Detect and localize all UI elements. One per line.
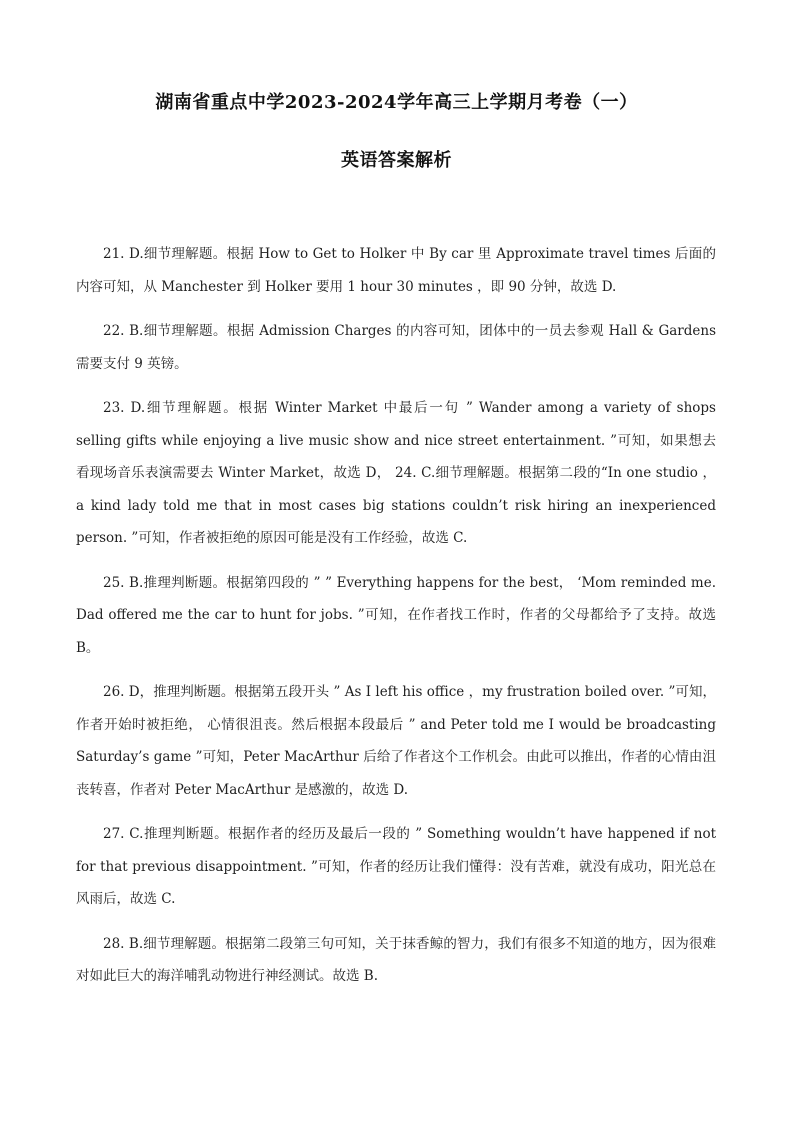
answer-21: 21. D.细节理解题。根据 How to Get to Holker 中 By car 里 Approximate travel times 后面的内容可知，从 Manchester 到 Holker 要用 1 hour 30 minutes ，即 90 分钟，故选 D.: [76, 246, 716, 295]
document-title: 湖南省重点中学2023-2024学年高三上学期月考卷（一）: [155, 92, 638, 113]
answer-list: [76, 238, 716, 1005]
document-subtitle: 英语答案解析: [341, 150, 452, 171]
answer-23-24: 23. D.细节理解题。根据 Winter Market 中最后一句 ” Wander among a variety of shops selling gifts while enjoying a live music show and nice street entertainment. ”可知，如果想去看现场音乐表演需要去 Winter Market，故选 D， 24. C.细节理解题。根据第二段的“In one studio ， a kind lady told me that in most cases big stations couldn’t risk hiring an inexperienced person. ”可知，作者被拒绝的原因可能是没有工作经验，故选 C.: [76, 400, 716, 546]
answer-27: 27. C.推理判断题。根据作者的经历及最后一段的 ” Something wouldn’t have happened if not for that previous disappointment. ”可知，作者的经历让我们懂得：没有苦难，就没有成功，阳光总在风雨后，故选 C.: [76, 826, 716, 907]
answer-25: 25. B.推理判断题。根据第四段的 ” ” Everything happens for the best， ‘Mom reminded me. Dad offered me the car to hunt for jobs. ”可知，在作者找工作时，作者的父母都给予了支持。故选 B。: [76, 574, 716, 656]
answer-26: 26. D，推理判断题。根据第五段开头 ” As I left his office ，my frustration boiled over. ”可知，作者开始时被拒绝， 心情很沮丧。然后根据本段最后 ” and Peter told me I would be broadcasting Saturday’s game ”可知，Peter MacArthur 后给了作者这个工作机会。由此可以推出，作者的心情由沮丧转喜，作者对 Peter MacArthur 是感激的，故选 D.: [76, 684, 716, 798]
answer-22: 22. B.细节理解题。根据 Admission Charges 的内容可知，团体中的一员去参观 Hall & Gardens 需要支付 9 英镑。: [76, 323, 716, 372]
answer-28: 28. B.细节理解题。根据第二段第三句可知，关于抹香鲸的智力，我们有很多不知道的地方，因为很难对如此巨大的海洋哺乳动物进行神经测试。故选 B.: [76, 935, 716, 984]
